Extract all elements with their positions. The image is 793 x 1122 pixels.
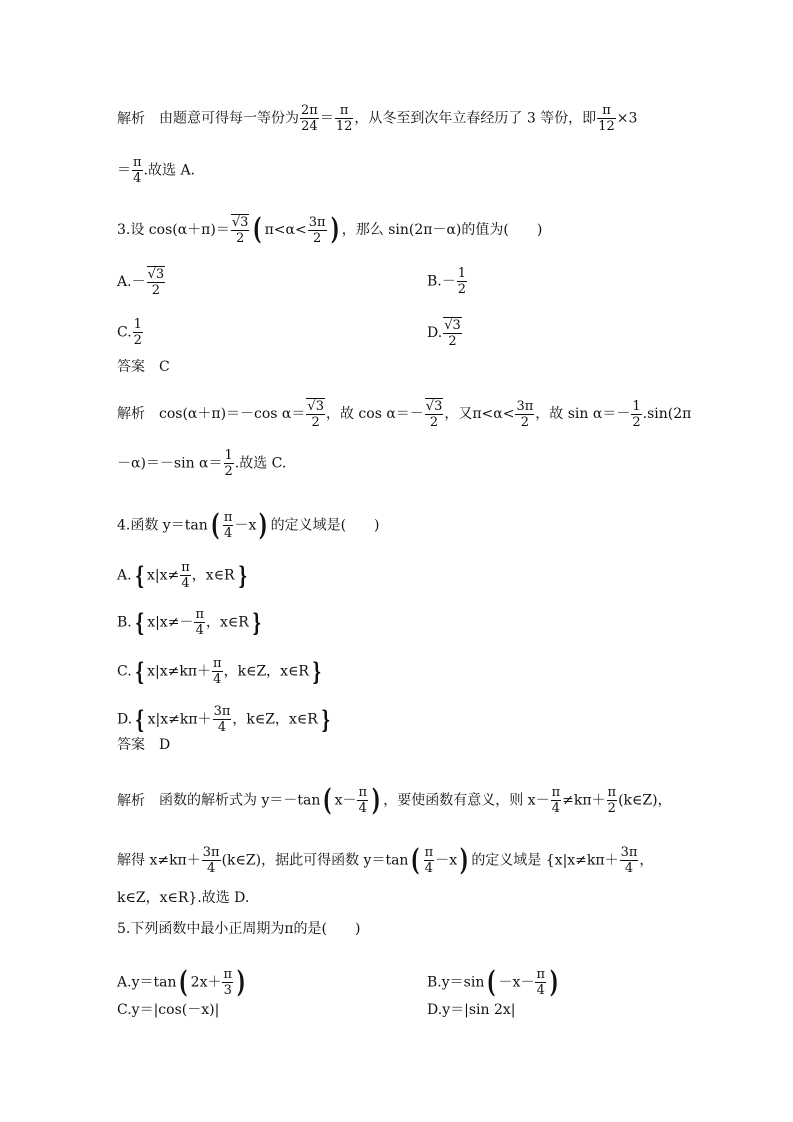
q3-option-c <box>117 317 144 348</box>
text: ＝ <box>319 110 334 127</box>
text: ，从冬至到次年立春经历了 3 等份，即 <box>354 110 597 127</box>
fraction: $\frac{3\pi}{4}$ <box>620 845 638 876</box>
q4-option-b: B. { x|x≠－ $\frac{\pi}{4}$ ，x∈R } <box>117 607 262 638</box>
fraction: $\frac{3\pi}{4}$ <box>202 845 220 876</box>
q3-analysis-line2: －α)＝－sin α＝ $\frac{1}{2}$ .故选 C. <box>117 448 287 479</box>
text: ，那么 sin(2π－α)的值为( ) <box>341 222 543 238</box>
fraction: $\frac{3\pi}{4}$ <box>213 704 231 735</box>
option-label: D. <box>117 711 133 728</box>
q4-option-c: C. { x|x≠kπ＋ $\frac{\pi}{4}$ ，k∈Z，x∈R } <box>117 656 322 687</box>
option-label: A. <box>117 567 132 584</box>
q3-analysis-line1: 解析 cos(α＋π)＝－cos α＝ $\frac{√3}{2}$ ，故 cos α＝－ $\frac{√3}{2}$ ，又π<α< $\frac{3\pi}{2}$ ，故 sin α＝－ $\frac{1}{2}$ .sin(2π <box>117 398 692 430</box>
fraction: $\frac{\pi}{2}$ <box>607 785 617 816</box>
q4-analysis-line1: 解析 函数的解析式为 y＝－tan( x－ $\frac{\pi}{4}$ ) ，要使函数有意义，则 x－ $\frac{\pi}{4}$ ≠kπ＋ $\frac{\pi}{2}$ (k∈Z)， <box>117 782 672 818</box>
fraction: $\frac{\pi}{3}$ <box>223 967 233 998</box>
fraction: $\frac{\pi}{4}$ <box>213 656 222 687</box>
fraction: $\frac{√3}{2}$ <box>307 399 324 430</box>
fraction: $\frac{3\pi}{2}$ <box>516 398 534 430</box>
fraction: $\frac{√3}{2}$ <box>231 215 249 246</box>
option-label: A. <box>117 274 132 290</box>
q5-stem: 5.下列函数中最小正周期为π的是( ) <box>117 921 361 937</box>
text: 由题意可得每一等份为 <box>159 110 299 127</box>
q2-analysis-line1 <box>117 103 637 134</box>
fraction: $\frac{\pi}{4}$ <box>424 845 434 876</box>
fraction: $\frac{1}{2}$ <box>457 266 467 297</box>
fraction: $\frac{√3}{2}$ <box>147 267 165 298</box>
q4-stem: 4.函数 y＝tan( $\frac{\pi}{4}$ －x) 的定义域是( ) <box>117 507 380 543</box>
fraction: $\frac{√3}{2}$ <box>444 318 461 349</box>
q4-analysis-line3: k∈Z，x∈R}.故选 D. <box>117 890 250 906</box>
q4-analysis-line2: 解得 x≠kπ＋ $\frac{3\pi}{4}$ (k∈Z)，据此可得函数 y＝tan( $\frac{\pi}{4}$ －x) 的定义域是 {x|x≠kπ＋ $\frac{3\pi}{4}$ ， <box>117 842 654 878</box>
fraction: $\frac{\pi}{4}$ <box>551 785 561 816</box>
fraction: $\frac{1}{2}$ <box>133 317 142 348</box>
option-label: D. <box>427 325 443 341</box>
answer-label: 答案 <box>117 359 145 375</box>
q3-option-b: B.－ $\frac{1}{2}$ <box>427 266 467 297</box>
text: π<α< <box>264 222 307 238</box>
answer-value: D <box>159 737 171 753</box>
q5-option-b: B.y＝sin( －x－ $\frac{\pi}{4}$ ) <box>427 964 559 1000</box>
q3-option-d <box>427 317 463 349</box>
text: .故选 A. <box>143 162 196 179</box>
fraction: $\frac{\pi}{4}$ <box>358 785 368 816</box>
analysis-label: 解析 <box>117 110 145 127</box>
q4-option-a: A. { x|x≠ $\frac{\pi}{4}$ ，x∈R } <box>117 560 247 591</box>
analysis-label: 解析 <box>117 792 145 809</box>
fraction: $\frac{1}{2}$ <box>632 398 641 430</box>
fraction: $\frac{\pi}{4}$ <box>181 560 190 591</box>
option-label: C. <box>117 1002 132 1018</box>
text: 3.设 cos(α＋π)＝ <box>117 222 230 238</box>
q5-option-d: D.y＝|sin 2x| <box>427 1002 516 1018</box>
q4-option-d: D. { x|x≠kπ＋ $\frac{3\pi}{4}$ ，k∈Z，x∈R } <box>117 704 331 735</box>
answer-value: C <box>159 359 170 375</box>
q3-answer <box>117 357 170 377</box>
option-label: B. <box>427 273 442 290</box>
option-label: B. <box>427 974 442 991</box>
fraction: $\frac{\pi}{4}$ <box>223 510 233 541</box>
analysis-label: 解析 <box>117 406 145 422</box>
fraction: $\frac{3\pi}{2}$ <box>308 214 326 246</box>
option-label: C. <box>117 663 132 680</box>
q3-option-a: A.－ $\frac{√3}{2}$ <box>117 267 165 298</box>
q2-analysis-line2 <box>117 155 195 186</box>
fraction: $\frac{\pi}{4}$ <box>536 967 545 998</box>
answer-label: 答案 <box>117 737 145 753</box>
fraction: $\frac{√3}{2}$ <box>425 399 443 430</box>
text: ＝ <box>117 162 131 179</box>
fraction: $\frac{2\pi}{24}$ <box>301 103 318 134</box>
option-label: D. <box>427 1002 443 1018</box>
fraction: $\frac{1}{2}$ <box>224 448 233 479</box>
text: ×3 <box>616 110 638 127</box>
fraction: $\frac{\pi}{4}$ <box>195 607 204 638</box>
option-label: A. <box>117 974 132 991</box>
option-label: B. <box>117 614 132 631</box>
q5-option-a: A.y＝tan( 2x＋ $\frac{\pi}{3}$ ) <box>117 964 246 1000</box>
q3-stem: 3.设 cos(α＋π)＝ $\frac{√3}{2}$ ( π<α< $\frac{3\pi}{2}$ ) ，那么 sin(2π－α)的值为( ) <box>117 212 543 247</box>
fraction: $\frac{\pi}{4}$ <box>133 155 142 186</box>
fraction: $\frac{\pi}{12}$ <box>335 103 353 134</box>
option-label: C. <box>117 324 132 341</box>
fraction: $\frac{\pi}{12}$ <box>598 103 615 134</box>
q4-answer <box>117 735 170 755</box>
q5-option-c: C.y＝|cos(－x)| <box>117 1002 220 1018</box>
